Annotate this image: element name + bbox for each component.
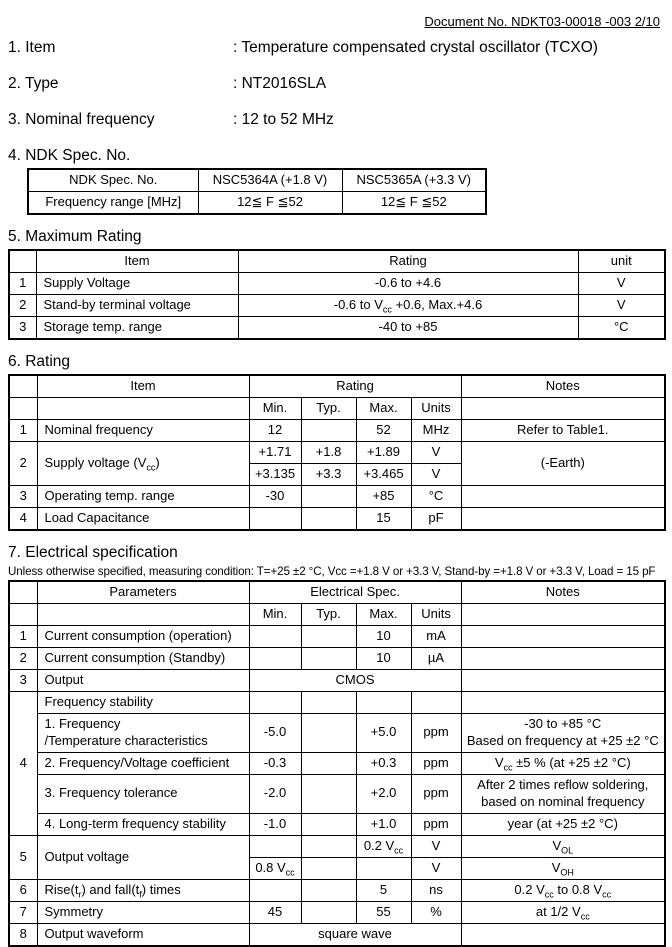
table-cell: +85: [356, 486, 411, 508]
table-cell: 5: [9, 835, 37, 879]
table-cell: 2. Frequency/Voltage coefficient: [37, 752, 249, 774]
table-header-cell: Item: [37, 375, 249, 398]
table-cell: +0.3: [356, 752, 411, 774]
table-header-cell: Min.: [249, 398, 301, 420]
measuring-condition-note: Unless otherwise specified, measuring condition: T=+25 ±2 °C, Vcc =+1.8 V or +3.3 V, Stand-by =+1.8 V or +3.3 V, Load = 15 pF: [8, 565, 656, 578]
table-row: [9, 835, 665, 857]
section-rating: [8, 353, 664, 531]
table-cell: [249, 508, 301, 531]
table-header-cell: Item: [36, 250, 238, 273]
table-cell: [411, 692, 461, 714]
table-cell: -40 to +85: [238, 317, 578, 340]
table-cell: +5.0: [356, 714, 411, 753]
table-row: [9, 375, 665, 398]
table-header-cell: Rating: [238, 250, 578, 273]
table-cell: +3.135: [249, 464, 301, 486]
table-cell: year (at +25 ±2 °C): [461, 813, 665, 835]
table-row: [9, 923, 665, 946]
electrical-spec-table: [8, 580, 666, 947]
table-row: [9, 901, 665, 923]
table-row: [28, 169, 486, 192]
table-cell: 15: [356, 508, 411, 531]
table-cell: Storage temp. range: [36, 317, 238, 340]
table-cell: square wave: [249, 923, 461, 946]
table-cell: 4. Long-term frequency stability: [37, 813, 249, 835]
table-cell: $Rise(t_r)$ and $fall(t_f)$ times: [37, 879, 249, 901]
table-row: [28, 192, 486, 215]
table-cell: [301, 486, 356, 508]
table-cell: MHz: [411, 420, 461, 442]
table-cell: Load Capacitance: [37, 508, 249, 531]
table-header-cell: [9, 398, 37, 420]
table-header-cell: Max.: [356, 398, 411, 420]
section-heading: 7. Electrical specification: [8, 544, 178, 561]
table-cell: 1: [9, 420, 37, 442]
table-header-cell: Rating: [249, 375, 461, 398]
table-header-cell: [9, 250, 36, 273]
table-cell: -30: [249, 486, 301, 508]
table-cell: +1.0: [356, 813, 411, 835]
table-cell: 1. Frequency /Temperature characteristics: [37, 714, 249, 753]
table-cell: [301, 752, 356, 774]
ndk-spec-table: [27, 168, 487, 215]
table-row: [9, 398, 665, 420]
table-header-cell: Max.: [356, 604, 411, 626]
table-cell: 12≦ F ≦52: [342, 192, 486, 215]
table-cell: 3: [9, 670, 37, 692]
table-cell: ppm: [411, 714, 461, 753]
table-header-cell: [9, 604, 37, 626]
table-cell: V: [411, 464, 461, 486]
table-cell: [301, 835, 356, 857]
table-row: [9, 295, 665, 317]
table-cell: -2.0: [249, 774, 301, 813]
table-cell: Symmetry: [37, 901, 249, 923]
table-cell: 2: [9, 442, 37, 486]
table-cell: [301, 857, 356, 879]
table-cell: ppm: [411, 752, 461, 774]
table-header-cell: NDK Spec. No.: [28, 169, 198, 192]
table-row: [9, 604, 665, 626]
item-label: 2. Type: [8, 75, 59, 92]
table-cell: 5: [356, 879, 411, 901]
section-maximum-rating: [8, 228, 664, 340]
table-header-cell: Parameters: [37, 581, 249, 604]
table-cell: °C: [411, 486, 461, 508]
table-cell: 1: [9, 626, 37, 648]
table-cell: ppm: [411, 813, 461, 835]
table-header-cell: NSC5364A (+1.8 V): [198, 169, 342, 192]
table-cell: 12: [249, 420, 301, 442]
table-row: [9, 626, 665, 648]
table-cell: [356, 857, 411, 879]
table-cell: -5.0: [249, 714, 301, 753]
table-row: [9, 581, 665, 604]
table-cell: -0.3: [249, 752, 301, 774]
table-cell: 8: [9, 923, 37, 946]
table-cell: ns: [411, 879, 461, 901]
table-cell: CMOS: [249, 670, 461, 692]
table-row: [9, 442, 665, 464]
table-cell: at 1/2 $V_{cc}$: [461, 901, 665, 923]
table-cell: Current consumption (Standby): [37, 648, 249, 670]
item-label: 1. Item: [8, 39, 56, 56]
table-cell: (-Earth): [461, 442, 665, 486]
table-cell: [461, 648, 665, 670]
table-header-cell: [37, 604, 249, 626]
rating-table: [8, 374, 666, 531]
table-cell: -1.0: [249, 813, 301, 835]
table-cell: V: [411, 857, 461, 879]
table-cell: [301, 508, 356, 531]
table-cell: [461, 486, 665, 508]
table-cell: [461, 626, 665, 648]
table-cell: 12≦ F ≦52: [198, 192, 342, 215]
table-cell: Output: [37, 670, 249, 692]
table-row: [9, 508, 665, 531]
table-cell: 4: [9, 508, 37, 531]
table-row: [9, 250, 665, 273]
table-cell: Refer to Table1.: [461, 420, 665, 442]
table-cell: [301, 626, 356, 648]
table-header-cell: Electrical Spec.: [249, 581, 461, 604]
table-cell: +3.465: [356, 464, 411, 486]
table-cell: -0.6 to $V_{cc} +0.6$, Max.+4.6: [238, 295, 578, 317]
table-cell: Nominal frequency: [37, 420, 249, 442]
table-header-cell: Typ.: [301, 398, 356, 420]
table-cell: 3: [9, 317, 36, 340]
table-row: [9, 813, 665, 835]
item-row-3: [8, 111, 664, 129]
table-row: [9, 420, 665, 442]
table-cell: 3: [9, 486, 37, 508]
table-cell: Output voltage: [37, 835, 249, 879]
item-label: 3. Nominal frequency: [8, 111, 155, 128]
table-header-cell: NSC5365A (+3.3 V): [342, 169, 486, 192]
table-cell: [249, 879, 301, 901]
table-row: [9, 273, 665, 295]
section-heading: 5. Maximum Rating: [8, 228, 142, 245]
maximum-rating-table: [8, 249, 666, 340]
document-number: Document No. NDKT03-00018 -003 2/10: [424, 14, 660, 29]
item-row-2: [8, 75, 664, 93]
table-cell: 45: [249, 901, 301, 923]
table-row: [9, 714, 665, 753]
table-cell: [301, 420, 356, 442]
table-cell: [301, 692, 356, 714]
table-row: [9, 648, 665, 670]
table-header-cell: Notes: [461, 581, 665, 604]
table-cell: [301, 774, 356, 813]
table-header-cell: Typ.: [301, 604, 356, 626]
table-row: [9, 486, 665, 508]
table-cell: Frequency range [MHz]: [28, 192, 198, 215]
table-header-cell: unit: [578, 250, 665, 273]
item-value: : NT2016SLA: [233, 75, 327, 92]
table-cell: Current consumption (operation): [37, 626, 249, 648]
section-heading: 6. Rating: [8, 353, 71, 370]
table-cell: -0.6 to +4.6: [238, 273, 578, 295]
table-row: [9, 774, 665, 813]
table-header-cell: [461, 398, 665, 420]
table-cell: V: [411, 835, 461, 857]
table-cell: +2.0: [356, 774, 411, 813]
table-row: [9, 317, 665, 340]
table-cell: [301, 714, 356, 753]
section-ndk-spec-no: [8, 147, 664, 215]
table-row: [9, 670, 665, 692]
table-cell: [301, 648, 356, 670]
table-cell: 2: [9, 648, 37, 670]
table-cell: Supply Voltage: [36, 273, 238, 295]
table-header-cell: [37, 398, 249, 420]
table-cell: V: [411, 442, 461, 464]
table-cell: 52: [356, 420, 411, 442]
table-cell: +1.89: [356, 442, 411, 464]
table-cell: 10: [356, 648, 411, 670]
table-cell: Operating temp. range: [37, 486, 249, 508]
table-cell: [249, 626, 301, 648]
table-cell: [461, 923, 665, 946]
table-row: [9, 879, 665, 901]
table-row: [9, 692, 665, 714]
table-cell: 2: [9, 295, 36, 317]
table-cell: $V_{OL}$: [461, 835, 665, 857]
table-cell: After 2 times reflow soldering, based on nominal frequency: [461, 774, 665, 813]
table-cell: 4: [9, 692, 37, 836]
table-cell: 7: [9, 901, 37, 923]
table-cell: Output waveform: [37, 923, 249, 946]
table-cell: [301, 901, 356, 923]
table-cell: pF: [411, 508, 461, 531]
table-cell: 0.8 $V_{cc}$: [249, 857, 301, 879]
table-cell: Supply voltage $(V_{cc})$: [37, 442, 249, 486]
table-cell: [249, 648, 301, 670]
table-cell: 6: [9, 879, 37, 901]
section-heading: 4. NDK Spec. No.: [8, 147, 131, 164]
item-row-1: [8, 39, 664, 57]
section-electrical-specification: [8, 544, 664, 947]
table-cell: mA: [411, 626, 461, 648]
table-cell: -30 to +85 °C Based on frequency at +25 ±2 °C: [461, 714, 665, 753]
table-header-cell: Units: [411, 398, 461, 420]
table-cell: +1.8: [301, 442, 356, 464]
table-cell: $V_{cc} \pm 5$ % (at +25 ±2 °C): [461, 752, 665, 774]
table-row: [9, 752, 665, 774]
table-cell: [301, 813, 356, 835]
table-cell: Stand-by terminal voltage: [36, 295, 238, 317]
table-header-cell: [9, 375, 37, 398]
table-cell: Frequency stability: [37, 692, 249, 714]
table-cell: +1.71: [249, 442, 301, 464]
table-cell: $V_{OH}$: [461, 857, 665, 879]
table-cell: [461, 692, 665, 714]
table-header-cell: [9, 581, 37, 604]
item-value: : Temperature compensated crystal oscillator (TCXO): [233, 39, 598, 56]
table-cell: [461, 508, 665, 531]
table-cell: 10: [356, 626, 411, 648]
table-cell: +3.3: [301, 464, 356, 486]
table-cell: µA: [411, 648, 461, 670]
table-cell: 3. Frequency tolerance: [37, 774, 249, 813]
table-cell: [356, 692, 411, 714]
table-cell: 0.2 $V_{cc}$ to 0.8 $V_{cc}$: [461, 879, 665, 901]
table-header-cell: Min.: [249, 604, 301, 626]
table-header-cell: [461, 604, 665, 626]
table-cell: [249, 835, 301, 857]
table-cell: V: [578, 273, 665, 295]
table-cell: °C: [578, 317, 665, 340]
table-cell: ppm: [411, 774, 461, 813]
table-cell: 55: [356, 901, 411, 923]
table-header-cell: Notes: [461, 375, 665, 398]
table-cell: [301, 879, 356, 901]
table-header-cell: Units: [411, 604, 461, 626]
item-value: : 12 to 52 MHz: [233, 111, 334, 128]
table-cell: %: [411, 901, 461, 923]
table-cell: 0.2 $V_{cc}$: [356, 835, 411, 857]
table-cell: [249, 692, 301, 714]
table-cell: V: [578, 295, 665, 317]
table-cell: [461, 670, 665, 692]
table-cell: 1: [9, 273, 36, 295]
